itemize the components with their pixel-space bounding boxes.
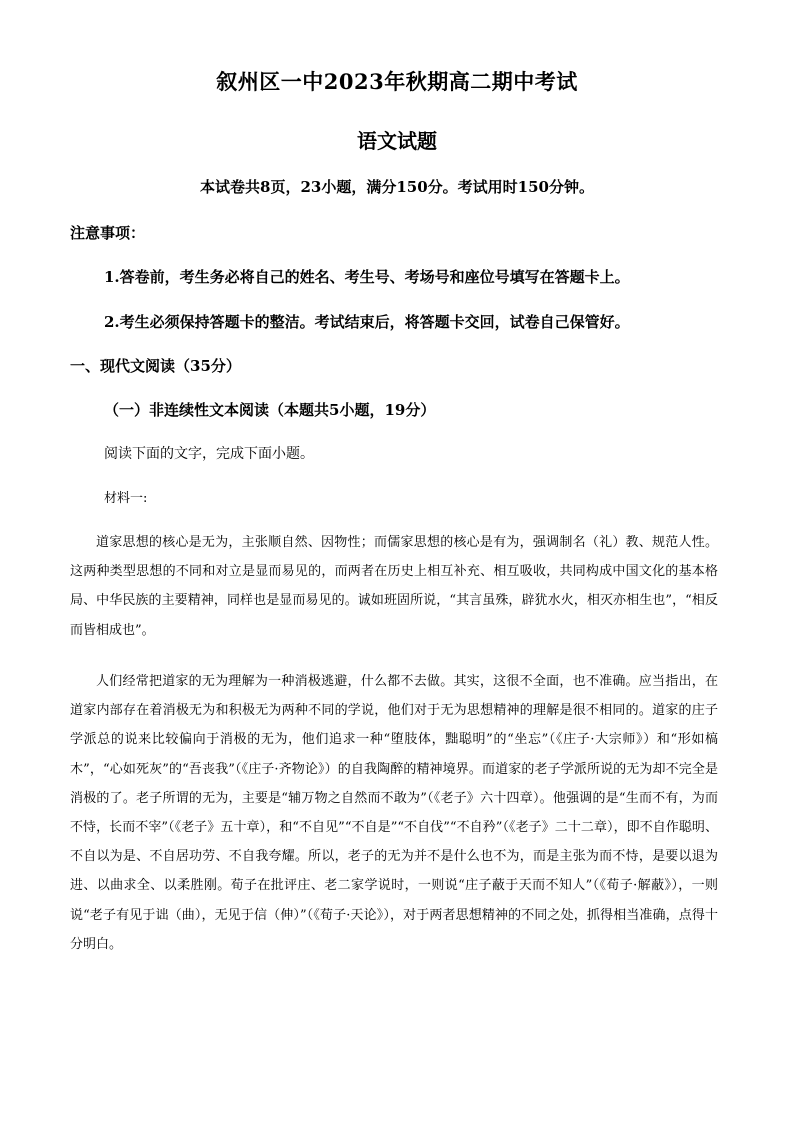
notice-item: 2.考生必须保持答题卡的整洁。考试结束后，将答题卡交回，试卷自己保管好。 [104,313,630,331]
reading-instruction: 阅读下面的文字，完成下面小题。 [104,446,314,462]
subsection-heading: （一）非连续性文本阅读（本题共5小题，19分） [104,401,436,419]
page-title: 叙州区一中2023年秋期高二期中考试 [216,69,578,94]
notice-item: 1.答卷前，考生务必将自己的姓名、考生号、考场号和座位号填写在答题卡上。 [104,268,630,286]
page-subtitle: 语文试题 [357,129,437,153]
body-paragraph: 道家思想的核心是无为，主张顺自然、因物性；而儒家思想的核心是有为，强调制名（礼）教、规范人性。这两种类型思想的不同和对立是显而易见的，而两者在历史上相互补充、相互吸收，共同构成中国文化的基本格局、中华民族的主要精神，同样也是显而易见的。诚如班固所说，“其言虽殊，辟犹水火，相灭亦相生也”，“相反而皆相成也”。 [70,535,718,638]
body-paragraph: 人们经常把道家的无为理解为一种消极逃避，什么都不去做。其实，这很不全面，也不准确。应当指出，在道家内部存在着消极无为和积极无为两种不同的学说，他们对于无为思想精神的理解是很不相同的。道家的庄子学派总的说来比较偏向于消极的无为，他们追求一种“堕肢体，黜聪明”的“坐忘”（《庄子·大宗师》）和“形如槁木”，“心如死灰”的“吾丧我”（《庄子·齐物论》）的自我陶醉的精神境界。而道家的老子学派所说的无为却不完全是消极的了。老子所谓的无为，主要是“辅万物之自然而不敢为”（《老子》六十四章）。他强调的是“生而不有，为而不恃，长而不宰”（《老子》五十章），和“不自见”“不自是”“不自伐”“不自矜”（《老子》二十二章），即不自作聪明、不自以为是、不自居功劳、不自我夸耀。所以，老子的无为并不是什么也不为，而是主张为而不恃，是要以退为进、以曲求全、以柔胜刚。荀子在批评庄、老二家学说时，一则说“庄子蔽于天而不知人”（《荀子·解蔽》），一则说“老子有见于诎（曲），无见于信（伸）”（《荀子·天论》），对于两者思想精神的不同之处，抓得相当准确，点得十分明白。 [70,674,718,952]
section-heading: 一、现代文阅读（35分） [70,357,241,375]
material-label: 材料一: [104,491,148,506]
notice-heading: 注意事项： [70,224,146,242]
exam-info: 本试卷共8页，23小题，满分150分。考试用时150分钟。 [200,178,594,196]
